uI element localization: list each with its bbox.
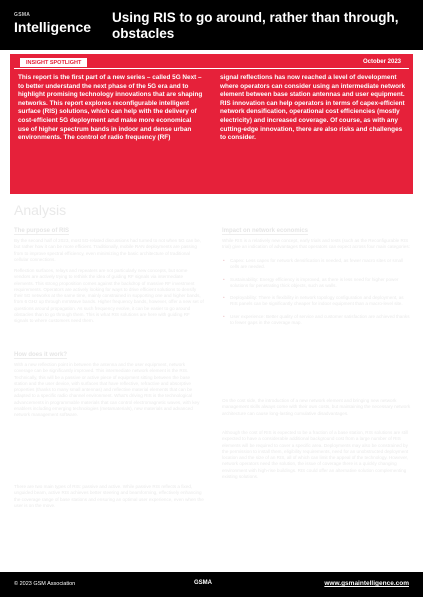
purpose-heading: The purpose of RIS: [14, 228, 70, 234]
spotlight-bar: [14, 58, 409, 69]
intro-text-right: signal reflections has now reached a level of development where operators can consider using an intermediate network element between base station antennas and user equipment. RIS innovation can help operators in terms of capex-efficient network densification, operational cost efficiencies (mostly electricity) and increased coverage. Of course, as with any cutting-edge innovation, there are also risks and challenges to consider.: [220, 74, 406, 142]
how-paragraph-1: With a new reflection point in between the antenna and the user equipment, network coverage can be significantly improved. This intermediate network element is the RIS. Technically, this will be a passive or active piece of equipment sitting between the base station and the user device, with surfaces that have reflective, refractive and absorptive properties (thanks to many small antennas) and reflective material elements that can be adapted to a specific radio channel environment. What's driving RIS is the technological advancements in programmable materials that can control electromagnetic waves, with key enablers including emerging technologies (metamaterials), new materials and advanced network management software.: [14, 362, 200, 418]
impact-bullet-list: [222, 258, 410, 332]
gsma-logo-small: GSMA: [14, 12, 31, 18]
insight-spotlight-tag: INSIGHT SPOTLIGHT: [20, 58, 87, 67]
insight-spotlight-box: [10, 54, 413, 194]
website-link[interactable]: www.gsmaintelligence.com: [324, 580, 409, 587]
how-paragraph-2: There are two main types of RIS: passive and active. While passive RIS reflects a fixed, unguided beam, active RIS achieves better steering and beamforming, effectively enhancing the coverage range of base stations and ensuring an optimal user experience, even when the user is on the move.: [14, 484, 204, 508]
impact-paragraph-1: While RIS is a relatively new concept, early trials and tests (such as the Reconfigurable RIS trial) give an indication of advantages that operators can expect across four main categories:: [222, 238, 410, 250]
page-footer: [0, 572, 423, 597]
impact-paragraph-3: Although the cost of RIS is expected to be a fraction of a base station, RIS solutions are still expected to have a considerable additional background cost from a large number of RIS elements will be required to cover a specific area. Deployments may also be constrained by the permission to install them, eligibility requirements, need for an unobstructed deployment location and the size of an RIS, all of which can limit the appeal of the technology. However, network operators need the solution, the issue of coverage there is a quickly changing environment with high-rise buildings. RIS could offer an alternative solution complementing existing solutions.: [222, 430, 409, 480]
bullet-deployability: • Deployability: There is flexibility in network topology configuration and deployment, as RIS panels can be significantly cheaper for indoor equipment than a macro-level site.: [222, 295, 410, 308]
impact-paragraph-2: On the cost side, the introduction of a new network element and bringing new network management skills always come with their own costs, but maintaining the necessary network architecture can cause long-lasting cumulative disadvantages.: [222, 398, 411, 416]
purpose-paragraph-1: By the second half of 2023, most 5G-related discussions had turned to not when 5G can be, but rather how it can be more efficient. Traditionally, mobile RAN deployments are passing from to improve spectral efficiency, even minimizing the basic architecture of traditional cellular connections.: [14, 238, 201, 262]
intro-text-left: This report is the first part of a new series – called 5G Next – to better understand the next phase of the 5G era and to highlight promising technology innovations that are shaping networks. This report explores reconfigurable intelligent surface (RIS) solutions, which can help with the delivery of cost-efficient 5G deployment and make more economical use of higher spectrum bands in indoor and dense urban environments. The control of radio frequency (RF): [18, 74, 203, 142]
impact-heading: Impact on network economics: [222, 228, 309, 234]
bullet-user-experience: • User experience: Better quality of service and customer satisfaction are achieved thanks to fewer gaps in the coverage map.: [222, 314, 410, 327]
purpose-paragraph-2: Reflection surfaces, relays and repeaters are not particularly new concepts, but some vendors are actively trying to rethink the idea of guiding RF signals via intermediate elements. This strong proposition comes against the backdrop of massive RF investment requirements. Operators are actively looking for ways to drive efficient solutions to densify their 5G networks at the same time, mainly constrained in supporting one and higher bands, from 6 GHz up through mmWave bands. Higher frequency bands, however, offer a new set of questions around propagation. As such frequency evolve, it can be easier to go around obstacles than to go through them. This is what RIS solutions are here with guiding RF signals to where customers need them.: [14, 268, 204, 324]
how-heading: How does it work?: [14, 352, 68, 358]
bullet-sustainability: • Sustainability: Energy efficiency is improved, as there is less need for higher power solutions for penetrating thick objects, such as walls.: [222, 277, 410, 290]
report-date: October 2023: [362, 59, 401, 65]
page-title: Using RIS to go around, rather than through, obstacles: [112, 10, 399, 41]
page-header: [0, 0, 423, 50]
analysis-heading: Analysis: [14, 202, 67, 218]
intelligence-logo: Intelligence: [14, 19, 92, 35]
bullet-capex: • Capex: Less capex for network densification is needed, as fewer macro sites or small cells are needed.: [222, 258, 410, 271]
copyright-text: © 2023 GSM Association: [14, 581, 76, 587]
gsma-footer-logo: GSMA: [194, 580, 212, 586]
